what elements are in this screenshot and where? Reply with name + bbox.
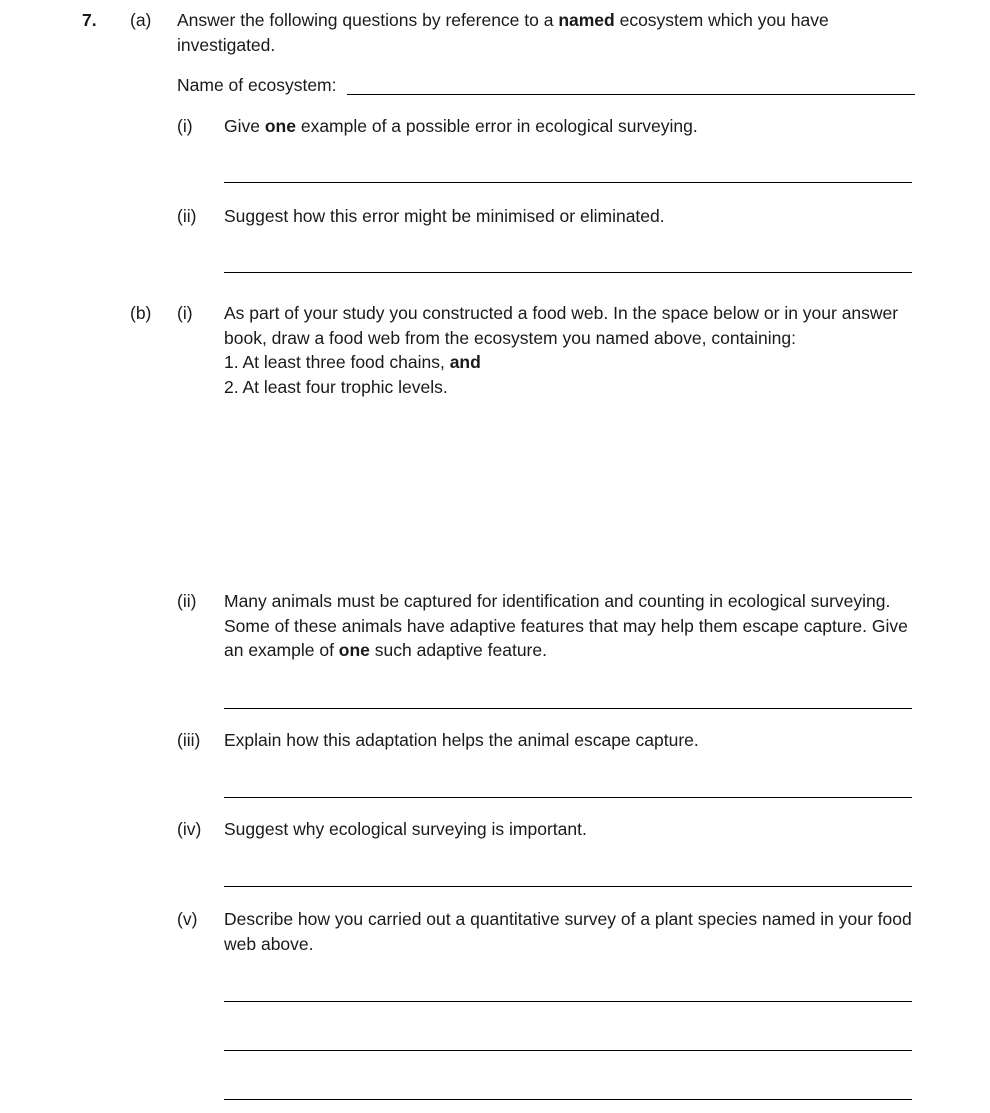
- part-a-ii-text: Suggest how this error might be minimised or eliminated.: [224, 206, 665, 226]
- part-b-v-label: (v): [177, 909, 198, 929]
- part-b-iii-text: Explain how this adaptation helps the animal escape capture.: [224, 730, 699, 750]
- part-a-label: (a): [130, 10, 152, 30]
- part-a-ii-label: (ii): [177, 206, 197, 226]
- part-b-i-label: (i): [177, 303, 193, 323]
- part-b-iii-answer-line[interactable]: [224, 797, 912, 798]
- part-b-label: (b): [130, 303, 152, 323]
- part-b-iii-label: (iii): [177, 730, 201, 750]
- part-b-i-text: As part of your study you constructed a food web. In the space below or in your answer book, draw a food web from the ecosystem you named above, containing: 1. At least three food chains, and 2. At least four trophic levels.: [224, 301, 912, 399]
- part-b-iv-label: (iv): [177, 819, 202, 839]
- food-web-requirement-2: 2. At least four trophic levels.: [224, 376, 448, 397]
- part-b-v-text: Describe how you carried out a quantitative survey of a plant species named in your food web above.: [224, 909, 912, 954]
- part-b-iv-text: Suggest why ecological surveying is important.: [224, 819, 587, 839]
- food-web-requirement-1: 1. At least three food chains, and: [224, 352, 481, 372]
- part-b-iv-answer-line[interactable]: [224, 886, 912, 887]
- part-b-v-answer-line-2[interactable]: [224, 1050, 912, 1051]
- part-b-v-answer-line-3[interactable]: [224, 1099, 912, 1100]
- ecosystem-name-answer-line[interactable]: [347, 94, 915, 95]
- part-b-v-answer-line-1[interactable]: [224, 1001, 912, 1002]
- part-a-i-label: (i): [177, 116, 193, 136]
- named-emphasis: named: [558, 10, 615, 30]
- part-b-ii-answer-line[interactable]: [224, 708, 912, 709]
- part-b-ii-label: (ii): [177, 591, 197, 611]
- part-a-i-answer-line[interactable]: [224, 182, 912, 183]
- part-a-i-text: Give one example of a possible error in ecological surveying.: [224, 116, 698, 136]
- food-web-drawing-area[interactable]: [224, 410, 912, 580]
- part-b-ii-text: Many animals must be captured for identification and counting in ecological surveying. Some of these animals have adaptive features that may help them escape capture. Give an example of one such adaptive feature.: [224, 591, 908, 660]
- question-number: 7.: [82, 10, 97, 30]
- ecosystem-name-label: Name of ecosystem:: [177, 75, 337, 95]
- part-a-ii-answer-line[interactable]: [224, 272, 912, 273]
- part-a-intro: Answer the following questions by reference to a named ecosystem which you have investigated.: [177, 10, 829, 55]
